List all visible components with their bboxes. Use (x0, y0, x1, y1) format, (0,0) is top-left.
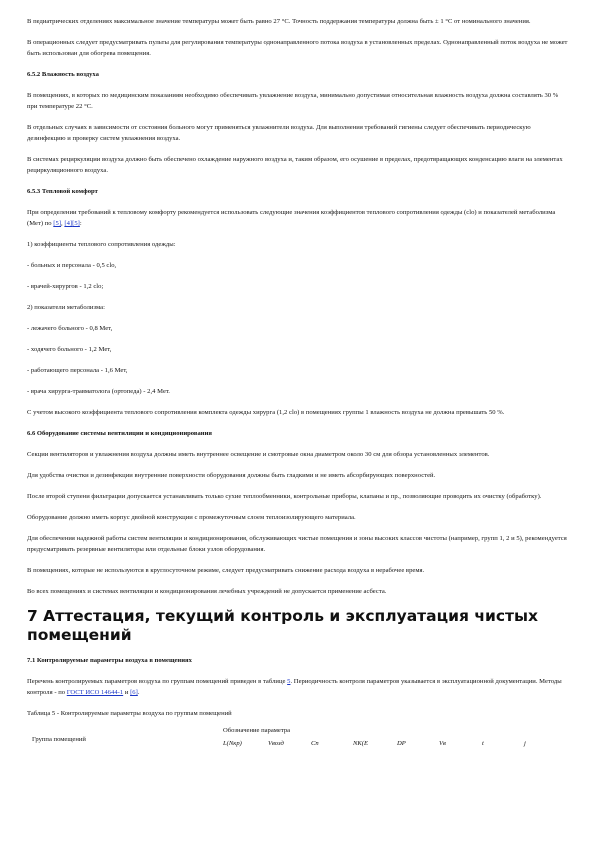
params-text-2: . Периодичность контроля параметров указывается в эксплуатационной документации. Методы контроля - по (27, 678, 562, 696)
paragraph-double-casing: Оборудование должно иметь корпус двойной конструкции с промежуточным слоем теплоизолирующего материала. (27, 514, 356, 521)
list-item-clothing-surgeons: - врачей-хирургов - 1,2 clo; (27, 283, 104, 290)
table-5 (27, 727, 568, 767)
params-text-1: Перечень контролируемых параметров воздуха по группам помещений приведен в таблице (27, 678, 288, 685)
gost-iso-link[interactable]: ГОСТ ИСО 14644-1 (66, 689, 124, 696)
paragraph-fan-sections: Секции вентиляторов и увлажнения воздуха должны иметь внутреннее освещение и смотровые окна диаметром около 30 см для обзора установленных элементов. (27, 451, 490, 458)
paragraph-surgeon-humidity: С учетом высокого коэффициента теплового сопротивления комплекта одежды хирурга (1,2 clo) в помещениях группы 1 влажность воздуха не должна превышать 50 %. (27, 409, 505, 416)
table-subheader-v-air: Vвозд (268, 740, 284, 747)
params-text-4: . (137, 689, 140, 696)
list-item-metabolism-walking: - ходячего больного - 1,2 Мет, (27, 346, 112, 353)
paragraph-asbestos: Во всех помещениях и системах вентиляции и кондиционирования лечебных учреждений не допускается применение асбеста. (27, 588, 387, 595)
table-subheader-l: L(Nкр) (223, 740, 242, 747)
reference-link-5b[interactable]: [5] (72, 220, 80, 227)
table-5-link[interactable]: 5 (287, 678, 291, 685)
table-subheader-cn: Cn (311, 740, 319, 747)
comfort-intro-text: При определении требований к тепловому комфорту рекомендуется использовать следующие значения коэффициентов теплового сопротивления одежды (clo) и показателей метаболизма (Мет) по (27, 209, 556, 227)
reference-link-6[interactable]: [6] (130, 689, 138, 696)
paragraph-comfort-intro: При определении требований к тепловому комфорту рекомендуется использовать следующие значения коэффициентов теплового сопротивления одежды (clo) и показателей метаболизма (Мет) по [5], [4][5]: (27, 209, 556, 227)
table-5-caption: Таблица 5 - Контролируемые параметры воздуха по группам помещений (27, 710, 232, 717)
paragraph-params-list (27, 676, 568, 698)
paragraph-recirculation: В системах рециркуляции воздуха должно быть обеспечено охлаждение наружного воздуха и, таким образом, его осушение в пределах, предотвращающих конденсацию влаги на элементах рециркуляционного воздуха. (27, 156, 563, 174)
paragraph-airflow-reduction: В помещениях, которые не используются в круглосуточном режиме, следует предусматривать снижение расхода воздуха в нерабочее время. (27, 567, 425, 574)
list-metabolism-heading: 2) показатели метаболизма: (27, 304, 105, 311)
comfort-intro-colon: : (79, 220, 82, 227)
paragraph-humidifiers: В отдельных случаях в зависимости от состояния больного могут применяться увлажнители воздуха. Для выполнения требований гигиены следует обеспечивать периодическую дезинфекцию и проверку систем увлажнения воздуха. (27, 124, 531, 142)
section-7-title: 7 Аттестация, текущий контроль и эксплуатация чистых помещений (27, 607, 539, 644)
table-subheader-j: j (524, 740, 526, 747)
paragraph-humidity-min: В помещениях, в которых по медицинским показаниям необходимо обеспечивать увлажнение воздуха, минимально допустимая относительная влажность воздуха должна составлять 30 % при температуре 22 °С. (27, 92, 559, 110)
table-subheader-t: t (482, 740, 484, 747)
table-subheader-dp: DP (397, 740, 406, 747)
paragraph-second-filter-stage: После второй ступени фильтрации допускается устанавливать только сухие теплообменники, контрольные приборы, клапаны и пр., позволяющие проводить их очистку (обработку). (27, 493, 542, 500)
list-item-metabolism-lying: - лежачего больного - 0,8 Мет, (27, 325, 113, 332)
paragraph-operating-rooms: В операционных следует предусматривать пульты для регулирования температуры однонаправленного потока воздуха в установленных пределах. Однонаправленный поток воздуха не может быть использован для обогрева помещения. (27, 39, 568, 57)
paragraph-redundancy: Для обеспечения надежной работы систем вентиляции и кондиционирования, обслуживающих чистые помещения и зоны высоких классов чистоты (например, групп 1, 2 и 5), рекомендуется предусматривать резервные вентиляторы или отдельные блоки узлов оборудования. (27, 535, 567, 553)
list-item-metabolism-staff: - работающего персонала - 1,6 Мет, (27, 367, 128, 374)
heading-controlled-params: 7.1 Контролируемые параметры воздуха в помещениях (27, 657, 192, 664)
list-clothing-heading: 1) коэффициенты теплового сопротивления одежды: (27, 241, 176, 248)
table-subheader-vv: Vв (439, 740, 446, 747)
reference-link-4[interactable]: [4] (64, 220, 73, 227)
list-item-metabolism-surgeon: - врача хирурга-травматолога (ортопеда) - 2,4 Мет. (27, 388, 170, 395)
params-text-3: и (123, 689, 131, 696)
heading-thermal-comfort: 6.5.3 Тепловой комфорт (27, 188, 98, 195)
table-header-parameter: Обозначение параметра (223, 727, 291, 734)
paragraph-pediatric-temperature: В педиатрических отделениях максимальное значение температуры может быть равно 27 °С. Точность поддержания температуры должна быть ± 1 °С от номинального значения. (27, 18, 531, 25)
table-subheader-nk: NK(E (353, 740, 369, 747)
reference-link-5[interactable]: [5] (53, 220, 62, 227)
heading-humidity: 6.5.2 Влажность воздуха (27, 71, 99, 78)
list-item-clothing-patients: - больных и персонала - 0,5 clo, (27, 262, 117, 269)
paragraph-smooth-surfaces: Для удобства очистки и дезинфекции внутренние поверхности оборудования должны быть гладкими и не иметь абсорбирующих поверхностей. (27, 472, 436, 479)
table-header-group: Группа помещений (32, 736, 86, 743)
heading-equipment: 6.6 Оборудование системы вентиляции и кондиционирования (27, 430, 212, 437)
